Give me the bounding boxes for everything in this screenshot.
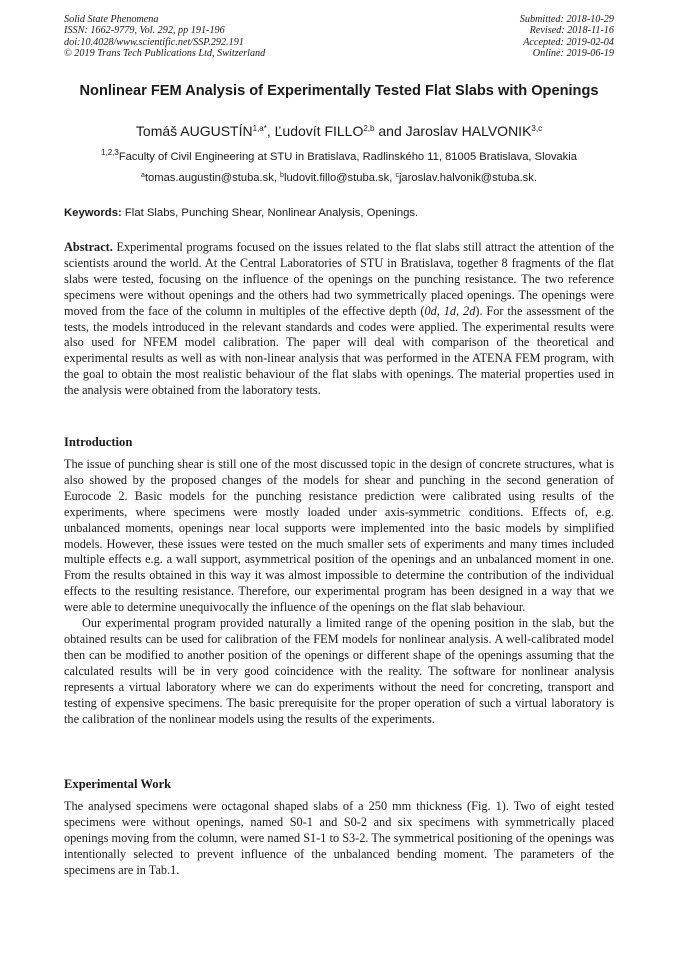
abstract [64, 240, 614, 399]
author-name: Jaroslav HALVONIK [405, 123, 532, 139]
introduction-section [64, 457, 614, 727]
abstract-term: 1d [443, 303, 457, 318]
abstract-term: 2d [463, 303, 476, 318]
abstract-label: Abstract. [64, 240, 113, 254]
author-name: Ľudovít FILLO [274, 123, 364, 139]
journal-issn: ISSN: 1662-9779, Vol. 292, pp 191-196 [64, 25, 225, 37]
affiliation-text: Faculty of Civil Engineering at STU in Bratislava, Radlinského 11, 81005 Bratislava, Slovakia [118, 151, 577, 163]
author-name: Tomáš AUGUSTÍN [135, 123, 253, 139]
experimental-section [64, 799, 614, 879]
date-online: Online: 2019-06-19 [532, 48, 614, 60]
section-heading-introduction: Introduction [64, 435, 133, 449]
affiliation [40, 150, 638, 164]
introduction-paragraph: Our experimental program provided naturally a limited range of the opening position in the slab, but the obtained results can be used for calibration of the FEM models for nonlinear analysis. A well-calibrated model then can be modified to another position of the openings or different shape of the openings assuming that the calculated results will be in very good coincidence with the reality. The software for nonlinear analysis represents a virtual laboratory where we can do experiments without the need for concreting, transport and testing of expensive specimens. The basic prerequisite for the proper operation of such a virtual laboratory is the calibration of the nonlinear models using the results of the experiments. [64, 616, 614, 726]
abstract-term: 0d [424, 303, 437, 318]
journal-info [64, 14, 265, 60]
journal-name: Solid State Phenomena [64, 14, 159, 25]
affiliation-superscript: 1,2,3 [101, 148, 119, 157]
journal-doi: doi:10.4028/www.scientific.net/SSP.292.191 [64, 36, 244, 48]
publication-dates [520, 14, 614, 60]
date-submitted: Submitted: 2018-10-29 [519, 14, 614, 25]
email-superscript: a [141, 172, 145, 179]
email-link[interactable]: jaroslav.halvonik@stuba.sk. [398, 172, 537, 184]
abstract-text: Experimental programs focused on the issues related to the flat slabs still attract the attention of the scientists around the world. At the Central Laboratories of STU in Bratislava, together 8 fragments of the flat slabs were tested, focusing on the influence of the openings on the punching resistance. The two reference specimens were without openings and the others had two symmetrically placed openings. The openings were moved from the face of the column in multiples of the effective depth ( [64, 240, 614, 318]
abstract-text: ). For the assessment of the tests, the models introduced in the relevant standards and codes were applied. The experimental results were also used for NFEM model calibration. The paper will deal with comparison of the theoretical and experimental results as well as with non-linear analysis that was performed in the ATENA FEM program, with the goal to obtain the most realistic behaviour of the flat slabs with openings. The material properties used in the analysis were obtained from the laboratory tests. [64, 303, 615, 398]
email-link[interactable]: ludovit.fillo@stuba.sk, [283, 172, 396, 184]
author-superscript: 3,c [531, 124, 543, 133]
section-heading-experimental-work: Experimental Work [64, 777, 172, 791]
author-conjunction: and [374, 123, 406, 139]
date-accepted: Accepted: 2019-02-04 [523, 36, 614, 48]
email-superscript: c [395, 172, 399, 179]
paper-title: Nonlinear FEM Analysis of Experimentally Tested Flat Slabs with Openings [79, 83, 599, 99]
author-superscript: 1,a* [252, 124, 267, 133]
email-link[interactable]: tomas.augustin@stuba.sk, [144, 172, 281, 184]
email-superscript: b [280, 172, 284, 179]
abstract-separator: , [456, 303, 464, 318]
abstract-separator: , [436, 303, 444, 318]
email-list [40, 171, 638, 185]
journal-copyright: © 2019 Trans Tech Publications Ltd, Switzerland [64, 48, 266, 60]
keywords-text: Flat Slabs, Punching Shear, Nonlinear Analysis, Openings. [121, 207, 419, 219]
introduction-paragraph: The issue of punching shear is still one of the most discussed topic in the design of concrete structures, what is also showed by the proposed changes of the models for shear and punching in the second generation of Eurocode 2. Basic models for the punching resistance prediction were calibrated using results of the experiments, where specimens were mostly loaded under axis-symmetric conditions. Effects of, e.g. unbalanced moments, openings near local supports were implemented into the basic models by simplified models. However, these issues were tested on the much smaller sets of experiments and many times included multiple effects e.g. a wall support, asymmetrical position of the openings and an unbalanced moment in one. From the results obtained in this way it was almost impossible to determine the contribution of the individual effects to the resulting resistance. Therefore, our experimental program has been designed in a way that we were able to determine unequivocally the influence of the openings on the flat slab behaviour. [64, 457, 614, 615]
experimental-paragraph: The analysed specimens were octagonal shaped slabs of a 250 mm thickness (Fig. 1). Two of eight tested specimens were without openings, named S0-1 and S0-2 and six specimens with symmetrically placed openings moving from the column, were named S1-1 to S3-2. The symmetrical positioning of the openings was intentionally selected to prevent influence of the unbalanced bending moment. The parameters of the specimens are in Tab.1. [64, 799, 614, 877]
author-superscript: 2,b [363, 124, 375, 133]
keywords-label: Keywords: [64, 207, 122, 219]
keywords [64, 206, 418, 220]
author-list: Tomáš $AUGUSTÍN^{1,a*}$, Ľudovít FILLO$^{2,b}$ and Jaroslav HALVONIK$^{3,c}$ [135, 123, 543, 139]
date-revised: Revised: 2018-11-16 [529, 25, 614, 37]
abstract-paragraph [64, 240, 614, 399]
